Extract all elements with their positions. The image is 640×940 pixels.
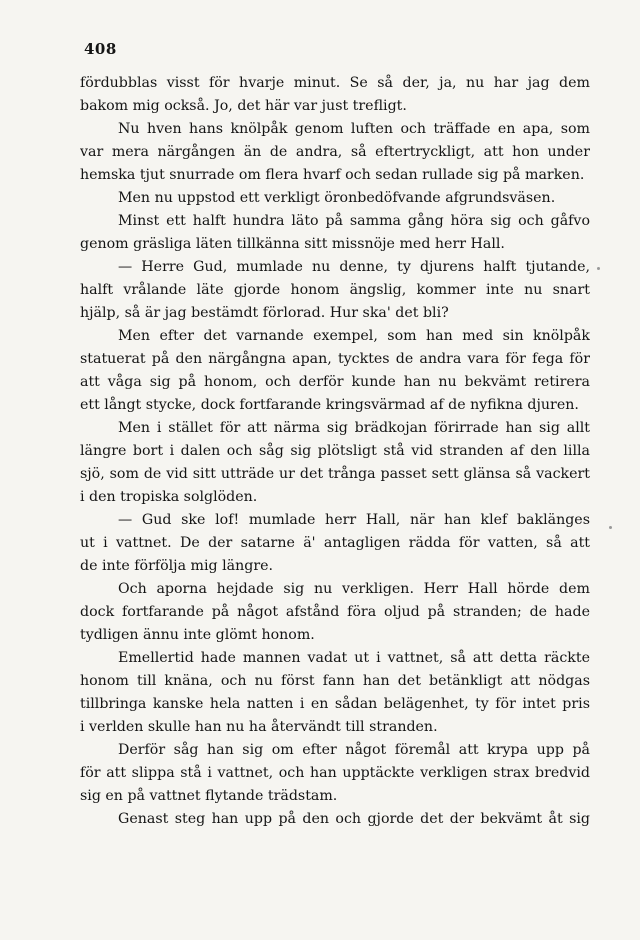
print-speck <box>609 526 612 529</box>
text-line: sjö, som de vid sitt utträde ur det trånga passet sett glänsa så vackert <box>80 466 590 482</box>
text-line: Minst ett halft hundra läto på samma gång höra sig och gåfvo <box>118 213 590 229</box>
text-line: ut i vattnet. De der satarne ä' antagligen rädda för vatten, så att <box>80 535 590 551</box>
text-line: honom till knäna, och nu först fann han det betänkligt att nödgas <box>80 673 590 689</box>
text-line: i verlden skulle han nu ha återvändt till stranden. <box>80 719 438 735</box>
text-line: längre bort i dalen och såg sig plötsligt stå vid stranden af den lilla <box>80 443 590 459</box>
text-line: sig en på vattnet flytande trädstam. <box>80 788 338 804</box>
text-line: fördubblas visst för hvarje minut. Se så der, ja, nu har jag dem <box>80 75 590 91</box>
text-line: genom gräsliga läten tillkänna sitt missnöje med herr Hall. <box>80 236 505 252</box>
text-line: var mera närgången än de andra, så eftertryckligt, att hon under <box>80 144 590 160</box>
page-number: 408 <box>84 40 117 58</box>
text-line: Derför såg han sig om efter något föremål att krypa upp på <box>118 742 590 758</box>
text-line: — Herre Gud, mumlade nu denne, ty djurens halft tjutande, <box>118 259 590 275</box>
text-line: att våga sig på honom, och derför kunde han nu bekvämt retirera <box>80 374 590 390</box>
text-line: statuerat på den närgångna apan, tycktes de andra vara för fega för <box>80 351 590 367</box>
text-line: Men i stället för att närma sig brädkojan förirrade han sig allt <box>118 420 590 436</box>
text-line: för att slippa stå i vattnet, och han upptäckte verkligen strax bredvid <box>80 765 590 781</box>
text-line: ett långt stycke, dock fortfarande kringsvärmad af de nyfikna djuren. <box>80 397 579 413</box>
text-line: i den tropiska solglöden. <box>80 489 258 505</box>
text-line: Genast steg han upp på den och gjorde det der bekvämt åt sig <box>118 811 590 827</box>
text-line: hjälp, så är jag bestämdt förlorad. Hur ska' det bli? <box>80 305 449 321</box>
body-text <box>80 72 590 831</box>
text-line: bakom mig också. Jo, det här var just trefligt. <box>80 98 407 114</box>
text-line: Och aporna hejdade sig nu verkligen. Herr Hall hörde dem <box>118 581 590 597</box>
text-line: de inte förfölja mig längre. <box>80 558 274 574</box>
print-speck <box>597 267 600 270</box>
text-line: dock fortfarande på något afstånd föra oljud på stranden; de hade <box>80 604 590 620</box>
text-line: Men efter det varnande exempel, som han med sin knölpåk <box>118 328 590 344</box>
text-line: — Gud ske lof! mumlade herr Hall, när han klef baklänges <box>118 512 590 528</box>
text-line: tydligen ännu inte glömt honom. <box>80 627 315 643</box>
text-line: Nu hven hans knölpåk genom luften och träffade en apa, som <box>118 121 590 137</box>
text-line: Men nu uppstod ett verkligt öronbedöfvande afgrundsväsen. <box>118 190 556 206</box>
text-line: halft vrålande läte gjorde honom ängslig, kommer inte nu snart <box>80 282 590 298</box>
text-line: Emellertid hade mannen vadat ut i vattnet, så att detta räckte <box>118 650 590 666</box>
text-line: hemska tjut snurrade om flera hvarf och sedan rullade sig på marken. <box>80 167 585 183</box>
text-line: tillbringa kanske hela natten i en sådan belägenhet, ty för intet pris <box>80 696 590 712</box>
